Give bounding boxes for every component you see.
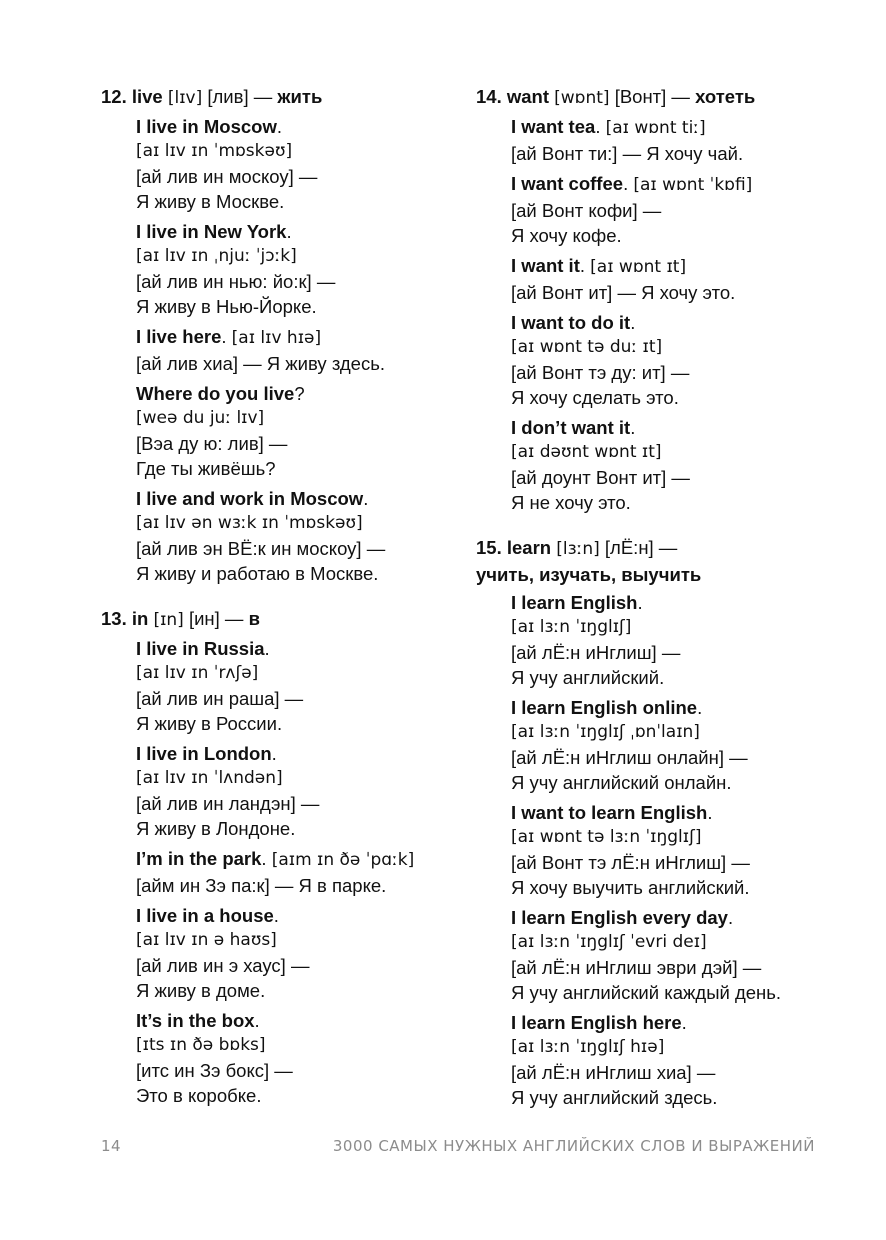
example-block bbox=[511, 415, 846, 515]
example-phrase: Where do you live bbox=[136, 383, 295, 404]
entry-ipa: [lɜːn] bbox=[556, 539, 600, 559]
example-phrase-line bbox=[511, 415, 846, 440]
example-ipa: [aɪ wɒnt ɪt] bbox=[590, 257, 687, 277]
example-line: [ай Вонт ит] — Я хочу это. bbox=[511, 282, 736, 303]
example-phrase: I want coffee bbox=[511, 173, 624, 194]
example-block bbox=[511, 800, 846, 900]
example-phrase: I live here bbox=[136, 326, 222, 347]
example-line: Я не хочу это. bbox=[511, 492, 631, 513]
example-line: Я живу и работаю в Москве. bbox=[136, 563, 379, 584]
example-line: [ай лив эн ВЁ:к ин москоу] — bbox=[136, 538, 386, 559]
example-punctuation: . bbox=[579, 255, 586, 276]
example-phrase: I’m in the park bbox=[136, 848, 262, 869]
example-line: Я живу в Нью-Йорке. bbox=[136, 296, 317, 317]
example-phrase-line bbox=[136, 219, 461, 244]
example-phrase: It’s in the box bbox=[136, 1010, 255, 1031]
example-phrase: I live in London bbox=[136, 743, 272, 764]
example-line: Я живу в Москве. bbox=[136, 191, 285, 212]
example-phrase-line bbox=[511, 590, 846, 615]
entry-number: 14. bbox=[476, 86, 502, 107]
entry-reading: [ин] bbox=[188, 608, 220, 629]
entry-word: in bbox=[131, 608, 149, 629]
example-line: [ай лив ин э хаус] — bbox=[136, 955, 310, 976]
example-phrase-line bbox=[136, 636, 461, 661]
example-line: [ай лив ин раша] — bbox=[136, 688, 304, 709]
example-line: Я хочу сделать это. bbox=[511, 387, 679, 408]
example-line: [aɪ wɒnt tə lɜːn ˈɪŋglɪʃ] bbox=[511, 827, 702, 847]
example-phrase-line bbox=[511, 310, 846, 335]
dictionary-entry bbox=[101, 606, 461, 1108]
example-line: [итс ин Зэ бокс] — bbox=[136, 1060, 293, 1081]
entry-headword: 12. live [lɪv] [лив] — жить bbox=[101, 86, 323, 108]
example-block bbox=[136, 1008, 461, 1108]
entry-headword: 14. want [wɒnt] [Вонт] — хотеть bbox=[476, 86, 756, 108]
example-ipa: [aɪ wɒnt tiː] bbox=[605, 118, 706, 138]
example-phrase: I live in Russia bbox=[136, 638, 265, 659]
example-punctuation: . bbox=[276, 116, 282, 137]
example-phrase-line bbox=[511, 905, 846, 930]
example-phrase: I learn English online bbox=[511, 697, 698, 718]
example-punctuation: ? bbox=[294, 383, 305, 404]
example-block bbox=[511, 253, 846, 305]
example-block bbox=[511, 310, 846, 410]
example-phrase: I live in New York bbox=[136, 221, 287, 242]
example-ipa: [aɪ lɪv hɪə] bbox=[231, 328, 322, 348]
example-punctuation: . bbox=[637, 592, 643, 613]
example-line: [ай лив ин нью: йо:к] — bbox=[136, 271, 336, 292]
example-phrase-line bbox=[136, 381, 461, 406]
example-phrase: I live in Moscow bbox=[136, 116, 277, 137]
example-line: [ай Вонт тэ ду: ит] — bbox=[511, 362, 690, 383]
example-line: Я учу английский онлайн. bbox=[511, 772, 732, 793]
example-line: [aɪ wɒnt tə duː ɪt] bbox=[511, 337, 663, 357]
entry-reading: [Вонт] bbox=[614, 86, 667, 107]
example-punctuation: . bbox=[727, 907, 734, 928]
example-line: Я учу английский. bbox=[511, 667, 665, 688]
example-line: Это в коробке. bbox=[136, 1085, 262, 1106]
example-line: Я хочу выучить английский. bbox=[511, 877, 750, 898]
example-block bbox=[511, 695, 846, 795]
example-line: [ай лив ин москоу] — bbox=[136, 166, 318, 187]
example-line: [Вэа ду ю: лив] — bbox=[136, 433, 288, 454]
entry-number: 12. bbox=[101, 86, 127, 107]
example-block bbox=[511, 171, 846, 248]
example-punctuation: . bbox=[623, 173, 629, 194]
right-column bbox=[476, 84, 846, 1115]
entry-number: 13. bbox=[101, 608, 127, 629]
example-block bbox=[136, 636, 461, 736]
dictionary-entry bbox=[476, 84, 846, 515]
entry-reading: [лЁ:н] bbox=[604, 537, 654, 558]
example-line: [ай Вонт ти:] — Я хочу чай. bbox=[511, 143, 744, 164]
example-line: Я учу английский каждый день. bbox=[511, 982, 782, 1003]
example-block bbox=[136, 741, 461, 841]
example-line: [ай лЁ:н иНглиш хиа] — bbox=[511, 1062, 716, 1083]
example-punctuation: . bbox=[271, 743, 277, 764]
entry-headword: 13. in [ɪn] [ин] — в bbox=[101, 608, 260, 630]
page-number: 14 bbox=[101, 1137, 122, 1155]
entry-ipa: [lɪv] bbox=[167, 88, 203, 108]
example-line: [ɪts ɪn ðə bɒks] bbox=[136, 1035, 266, 1055]
example-line: Где ты живёшь? bbox=[136, 458, 276, 479]
example-line: [aɪ lɪv ɪn ə haʊs] bbox=[136, 930, 277, 950]
entry-translation: в bbox=[248, 608, 260, 629]
example-line: [ай лЁ:н иНглиш эври дэй] — bbox=[511, 957, 762, 978]
example-line: Я живу в доме. bbox=[136, 980, 266, 1001]
example-line: [ай Вонт кофи] — bbox=[511, 200, 662, 221]
example-phrase-line bbox=[511, 1010, 846, 1035]
example-line: [aɪ lɜːn ˈɪŋglɪʃ ˌɒnˈlaɪn] bbox=[511, 722, 700, 742]
example-block bbox=[136, 324, 461, 376]
entry-word: live bbox=[131, 86, 163, 107]
example-block bbox=[511, 114, 846, 166]
entry-reading: [лив] bbox=[207, 86, 249, 107]
example-phrase-line bbox=[511, 171, 846, 198]
entry-ipa: [wɒnt] bbox=[554, 88, 610, 108]
entry-number: 15. bbox=[476, 537, 502, 558]
example-phrase: I learn English every day bbox=[511, 907, 728, 928]
example-phrase-line bbox=[511, 800, 846, 825]
example-line: [aɪ lɪv ɪn ˈmɒskəʊ] bbox=[136, 141, 293, 161]
example-phrase-line bbox=[136, 903, 461, 928]
example-line: Я учу английский здесь. bbox=[511, 1087, 718, 1108]
example-punctuation: . bbox=[707, 802, 713, 823]
example-phrase: I learn English here bbox=[511, 1012, 682, 1033]
example-punctuation: . bbox=[254, 1010, 260, 1031]
example-phrase: I want to do it bbox=[511, 312, 631, 333]
example-phrase-line bbox=[136, 114, 461, 139]
example-line: [aɪ lɪv ɪn ˌnjuː ˈjɔːk] bbox=[136, 246, 297, 266]
example-line: [ай лЁ:н иНглиш] — bbox=[511, 642, 681, 663]
entry-translation: учить, изучать, выучить bbox=[476, 564, 702, 585]
example-line: [weə du juː lɪv] bbox=[136, 408, 265, 428]
example-phrase: I want tea bbox=[511, 116, 596, 137]
entry-translation: жить bbox=[277, 86, 323, 107]
example-ipa: [aɪ wɒnt ˈkɒfi] bbox=[633, 175, 753, 195]
entry-ipa: [ɪn] bbox=[153, 610, 184, 630]
example-phrase: I want it bbox=[511, 255, 580, 276]
example-block bbox=[136, 114, 461, 214]
example-punctuation: . bbox=[630, 312, 636, 333]
example-line: [aɪ dəʊnt wɒnt ɪt] bbox=[511, 442, 662, 462]
example-phrase-line bbox=[136, 846, 461, 873]
example-line: [ай лив ин ландэн] — bbox=[136, 793, 320, 814]
example-line: [aɪ lɜːn ˈɪŋglɪʃ ˈevri deɪ] bbox=[511, 932, 707, 952]
example-phrase-line bbox=[136, 741, 461, 766]
example-punctuation: . bbox=[681, 1012, 687, 1033]
book-title: 3000 САМЫХ НУЖНЫХ АНГЛИЙСКИХ СЛОВ И ВЫРАЖЕНИЙ bbox=[332, 1137, 815, 1155]
entry-headword: 15. learn [lɜːn] [лЁ:н] — учить, изучать, выучить bbox=[476, 537, 702, 585]
example-phrase: I live in a house bbox=[136, 905, 274, 926]
entry-translation: хотеть bbox=[695, 86, 756, 107]
example-block bbox=[511, 905, 846, 1005]
example-line: [aɪ lɜːn ˈɪŋglɪʃ hɪə] bbox=[511, 1037, 665, 1057]
example-line: [ай лЁ:н иНглиш онлайн] — bbox=[511, 747, 748, 768]
example-phrase: I learn English bbox=[511, 592, 638, 613]
example-phrase: I live and work in Moscow bbox=[136, 488, 364, 509]
example-phrase-line bbox=[136, 324, 461, 351]
example-punctuation: . bbox=[221, 326, 227, 347]
example-line: [aɪ lɪv ən wɜːk ɪn ˈmɒskəʊ] bbox=[136, 513, 363, 533]
example-line: Я живу в России. bbox=[136, 713, 283, 734]
example-punctuation: . bbox=[363, 488, 369, 509]
example-phrase-line bbox=[511, 114, 846, 141]
example-phrase: I want to learn English bbox=[511, 802, 708, 823]
example-phrase-line bbox=[511, 695, 846, 720]
example-punctuation: . bbox=[697, 697, 703, 718]
example-line: [aɪ lɪv ɪn ˈlʌndən] bbox=[136, 768, 283, 788]
example-phrase-line bbox=[136, 1008, 461, 1033]
example-block bbox=[511, 590, 846, 690]
example-punctuation: . bbox=[261, 848, 267, 869]
example-punctuation: . bbox=[630, 417, 636, 438]
example-punctuation: . bbox=[273, 905, 279, 926]
example-line: [aɪ lɜːn ˈɪŋglɪʃ] bbox=[511, 617, 632, 637]
example-phrase: I don’t want it bbox=[511, 417, 631, 438]
example-block bbox=[136, 381, 461, 481]
example-line: [ай доунт Вонт ит] — bbox=[511, 467, 690, 488]
dictionary-entry bbox=[101, 84, 461, 586]
example-punctuation: . bbox=[286, 221, 292, 242]
example-line: [ай Вонт тэ лЁ:н иНглиш] — bbox=[511, 852, 750, 873]
example-phrase-line bbox=[136, 486, 461, 511]
example-punctuation: . bbox=[595, 116, 601, 137]
example-line: [айм ин Зэ па:к] — Я в парке. bbox=[136, 875, 387, 896]
example-block bbox=[136, 846, 461, 898]
example-punctuation: . bbox=[264, 638, 270, 659]
example-block bbox=[511, 1010, 846, 1110]
example-line: Я живу в Лондоне. bbox=[136, 818, 296, 839]
left-column bbox=[101, 84, 461, 1113]
example-ipa: [aɪm ɪn ðə ˈpɑːk] bbox=[271, 850, 415, 870]
example-block bbox=[136, 903, 461, 1003]
example-block bbox=[136, 486, 461, 586]
example-phrase-line bbox=[511, 253, 846, 280]
example-line: [aɪ lɪv ɪn ˈrʌʃə] bbox=[136, 663, 259, 683]
example-line: [ай лив хиа] — Я живу здесь. bbox=[136, 353, 386, 374]
example-line: Я хочу кофе. bbox=[511, 225, 622, 246]
dictionary-entry bbox=[476, 535, 846, 1110]
entry-word: learn bbox=[506, 537, 552, 558]
entry-word: want bbox=[506, 86, 549, 107]
example-block bbox=[136, 219, 461, 319]
